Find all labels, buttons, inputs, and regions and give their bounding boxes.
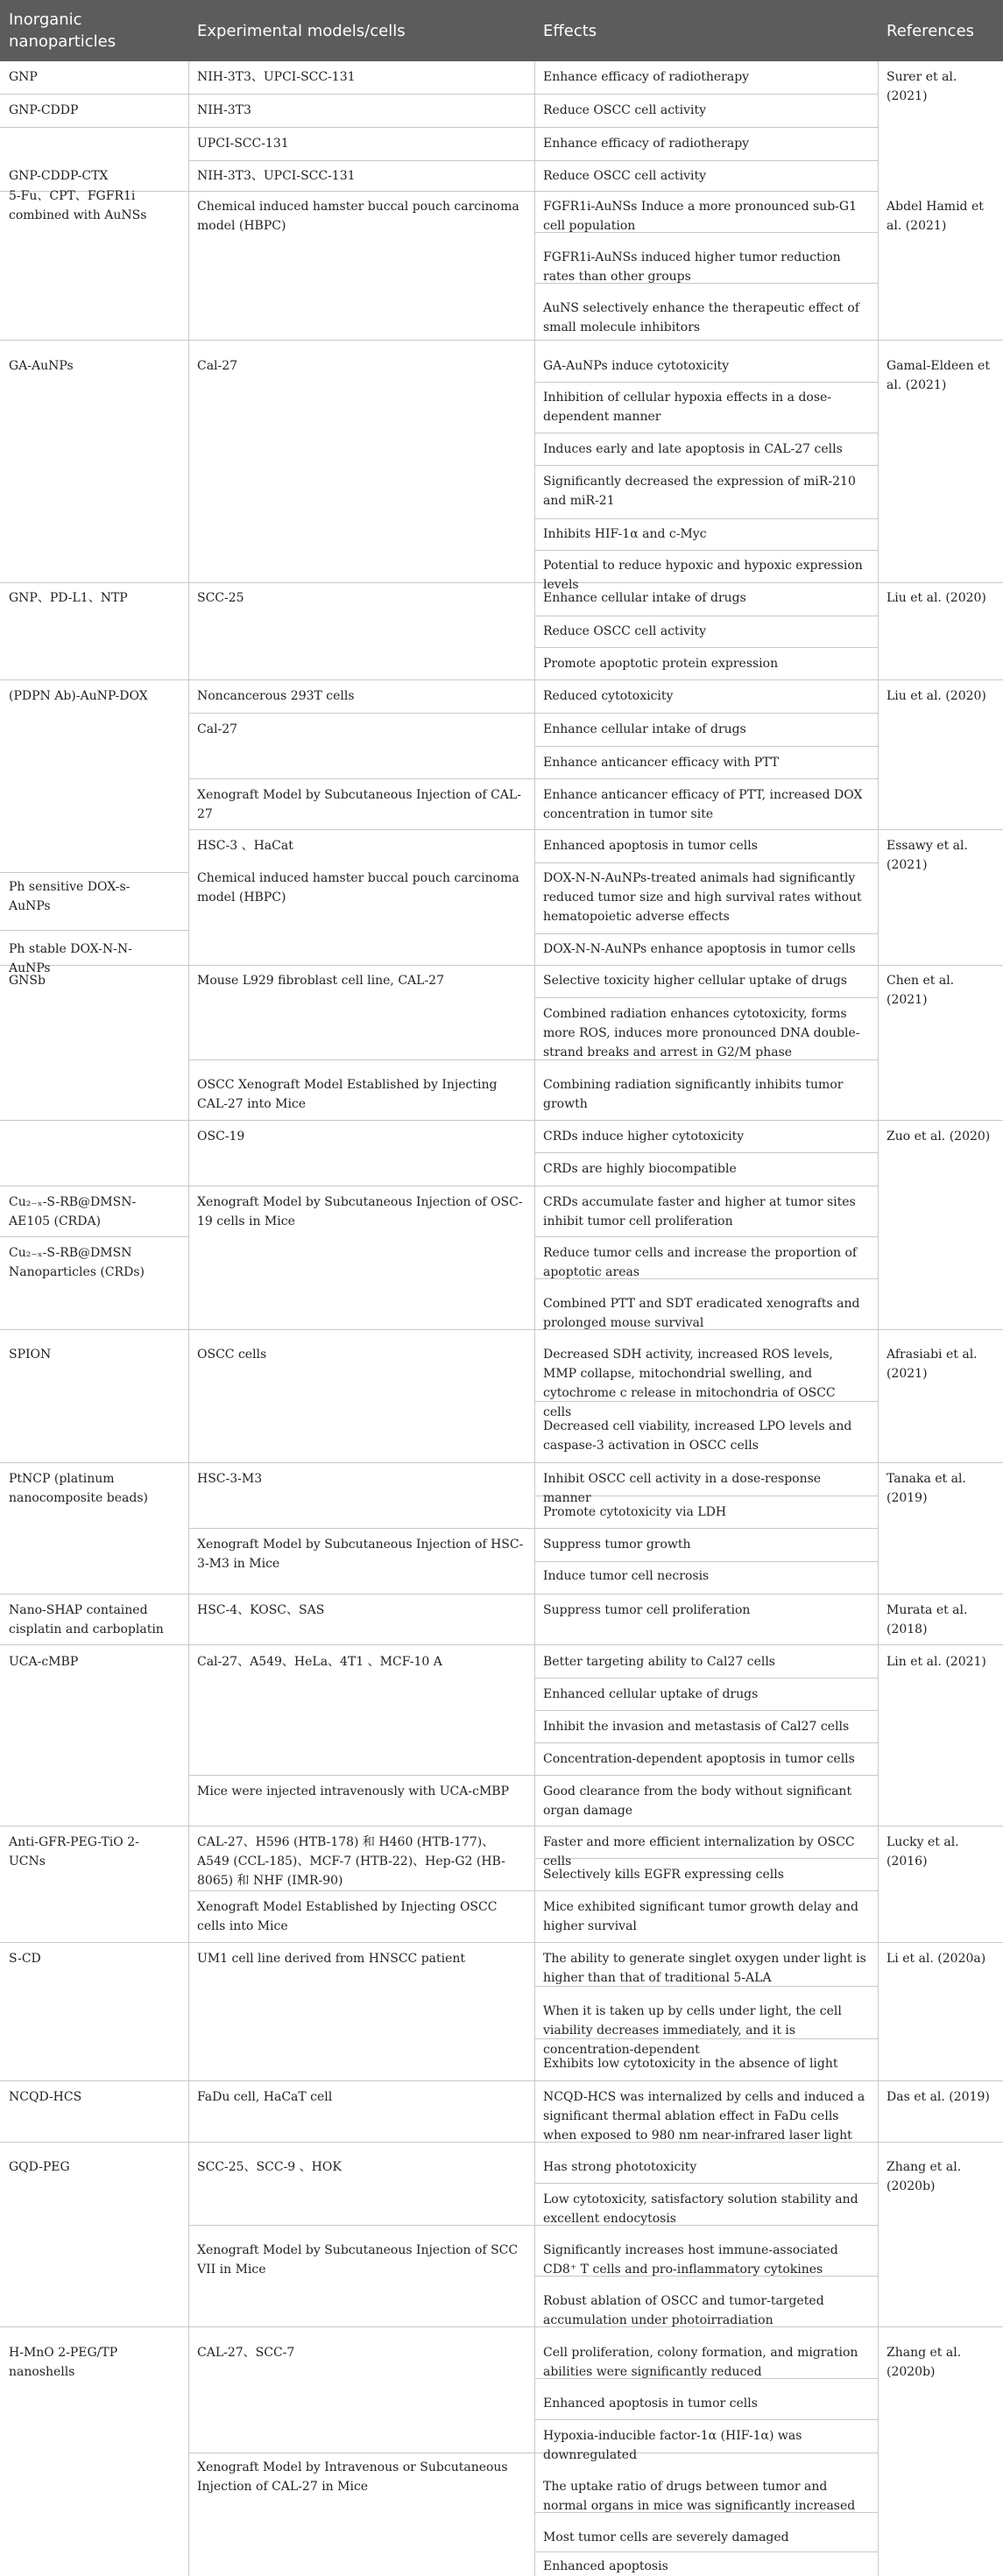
row-divider	[534, 1561, 878, 1562]
table-cell: HSC-3 、HaCat	[197, 839, 293, 853]
table-cell: Chemical induced hamster buccal pouch carcinoma model (HBPC)	[197, 200, 519, 233]
table-cell: Suppress tumor growth	[543, 1538, 691, 1552]
table-cell: Significantly increases host immune-associated CD8⁺ T cells and pro-inflammatory cytokines	[543, 2243, 838, 2277]
table-cell: Murata et al. (2018)	[886, 1603, 968, 1636]
table-cell: GNP	[9, 70, 38, 84]
table-cell: CRDs accumulate faster and higher at tumor sites inhibit tumor cell proliferation	[543, 1195, 856, 1228]
table-cell: Xenograft Model by Subcutaneous Injection of SCC VII in Mice	[197, 2243, 519, 2277]
table-cell: Enhance efficacy of radiotherapy	[543, 70, 750, 84]
table-cell: Better targeting ability to Cal27 cells	[543, 1655, 775, 1669]
table-cell: GQD-PEG	[9, 2160, 70, 2174]
table-cell: Enhance efficacy of radiotherapy	[543, 137, 750, 151]
row-divider	[534, 1236, 878, 1237]
table-cell: NCQD-HCS was internalized by cells and induced a significant thermal ablation effect in FaDu cells when exposed to 980 nm near-infrared laser light	[543, 2090, 865, 2143]
table-cell: Enhance cellular intake of drugs	[543, 591, 746, 605]
row-divider	[188, 1775, 878, 1776]
table-cell: Liu et al. (2020)	[886, 591, 986, 605]
row-divider	[534, 1152, 878, 1153]
table-cell: The ability to generate singlet oxygen under light is higher than that of traditional 5-ALA	[543, 1952, 866, 1985]
table-cell: Reduce OSCC cell activity	[543, 169, 707, 183]
table-header	[0, 0, 1003, 61]
table-cell: Mice exhibited significant tumor growth delay and higher survival	[543, 1900, 858, 1933]
table-cell: Significantly decreased the expression of miR-210 and miR-21	[543, 475, 856, 508]
table-cell: GA-AuNPs induce cytotoxicity	[543, 359, 730, 373]
row-divider	[0, 1236, 188, 1237]
table-cell: Inhibits HIF-1α and c-Myc	[543, 527, 707, 541]
column-divider	[534, 61, 535, 2576]
table-cell: SPION	[9, 1348, 52, 1362]
table-cell: Promote cytotoxicity via LDH	[543, 1505, 727, 1519]
table-cell: CAL-27、SCC-7	[197, 2346, 295, 2360]
table-cell: Gamal-Eldeen et al. (2021)	[886, 359, 990, 392]
row-divider	[188, 1528, 878, 1529]
table-cell: Essawy et al. (2021)	[886, 839, 968, 872]
table-cell: Reduce OSCC cell activity	[543, 103, 707, 117]
table-cell: Potential to reduce hypoxic and hypoxic expression levels	[543, 559, 863, 592]
table-cell: Zhang et al. (2020b)	[886, 2160, 962, 2193]
table-cell: NCQD-HCS	[9, 2090, 82, 2104]
table-cell: Selectively kills EGFR expressing cells	[543, 1868, 784, 1882]
table-cell: FGFR1i-AuNSs induced higher tumor reduction rates than other groups	[543, 250, 841, 284]
table-cell: Zuo et al. (2020)	[886, 1130, 991, 1144]
table-cell: Zhang et al. (2020b)	[886, 2346, 962, 2379]
table-cell: Hypoxia-inducible factor-1α (HIF-1α) was downregulated	[543, 2429, 802, 2462]
table-cell: NIH-3T3、UPCI-SCC-131	[197, 169, 356, 183]
table-cell: PtNCP (platinum nanocomposite beads)	[9, 1472, 148, 1505]
row-divider	[0, 582, 1003, 583]
table-cell: Cal-27	[197, 722, 238, 736]
table-cell: Mouse L929 fibroblast cell line, CAL-27	[197, 974, 444, 988]
table-cell: Inhibit the invasion and metastasis of Cal27 cells	[543, 1720, 850, 1734]
row-divider	[534, 1858, 878, 1859]
table-cell: Nano-SHAP contained cisplatin and carboplatin	[9, 1603, 164, 1636]
table-cell: CRDs are highly biocompatible	[543, 1162, 737, 1176]
row-divider	[534, 465, 878, 466]
table-cell: DOX-N-N-AuNPs enhance apoptosis in tumor cells	[543, 942, 856, 956]
table-cell: Exhibits low cytotoxicity in the absence of light	[543, 2057, 838, 2071]
table-cell: UPCI-SCC-131	[197, 137, 289, 151]
table-cell: GNP、PD-L1、NTP	[9, 591, 128, 605]
row-divider	[534, 997, 878, 998]
row-divider	[188, 1890, 878, 1891]
table-cell: Cu₂₋ₓ-S-RB@DMSN-AE105 (CRDA)	[9, 1195, 137, 1228]
table-cell: Combining radiation significantly inhibits tumor growth	[543, 1078, 844, 1111]
row-divider	[188, 713, 878, 714]
table-cell: Liu et al. (2020)	[886, 689, 986, 703]
row-divider	[534, 647, 878, 648]
row-divider	[534, 518, 878, 519]
table-cell: HSC-4、KOSC、SAS	[197, 1603, 325, 1617]
table-cell: When it is taken up by cells under light, the cell viability decreases immediately, and it is concentration-dependent	[543, 2004, 842, 2057]
table-cell: Surer et al. (2021)	[886, 70, 957, 103]
table-cell: OSCC cells	[197, 1348, 267, 1362]
column-divider	[878, 61, 879, 2576]
table-cell: Concentration-dependent apoptosis in tumor cells	[543, 1752, 855, 1766]
row-divider	[534, 933, 878, 934]
table-cell: Enhanced cellular uptake of drugs	[543, 1687, 759, 1701]
table-cell: UCA-cMBP	[9, 1655, 79, 1669]
table-cell: OSC-19	[197, 1130, 245, 1144]
table-cell: Li et al. (2020a)	[886, 1952, 986, 1966]
row-divider	[534, 382, 878, 383]
table-cell: Chemical induced hamster buccal pouch carcinoma model (HBPC)	[197, 871, 519, 904]
table-cell: Cell proliferation, colony formation, and migration abilities were significantly reduced	[543, 2346, 858, 2379]
header-inorganic-nanoparticles: Inorganic nanoparticles	[9, 11, 117, 51]
table-cell: Promote apoptotic protein expression	[543, 657, 779, 671]
row-divider	[188, 160, 878, 161]
table-cell: Induces early and late apoptosis in CAL-27 cells	[543, 442, 843, 456]
row-divider	[0, 2080, 1003, 2081]
table-cell: Xenograft Model by Subcutaneous Injection of HSC-3-M3 in Mice	[197, 1538, 524, 1571]
row-divider	[0, 127, 878, 128]
table-cell: Ph stable DOX-N-N-AuNPs	[9, 942, 132, 975]
table-cell: Faster and more efficient internalization by OSCC cells	[543, 1835, 855, 1869]
table-cell: AuNS selectively enhance the therapeutic effect of small molecule inhibitors	[543, 301, 859, 334]
row-divider	[0, 1644, 1003, 1645]
table-cell: Lin et al. (2021)	[886, 1655, 986, 1669]
table-cell: Enhanced apoptosis	[543, 2559, 668, 2573]
row-divider	[534, 1742, 878, 1743]
table-cell: DOX-N-N-AuNPs-treated animals had significantly reduced tumor size and high survival rates without hematopoietic adverse effects	[543, 871, 862, 924]
table-cell: SCC-25、SCC-9 、HOK	[197, 2160, 342, 2174]
row-divider	[0, 1462, 1003, 1463]
table-cell: Ph sensitive DOX-s-AuNPs	[9, 880, 131, 913]
table-cell: Decreased SDH activity, increased ROS levels, MMP collapse, mitochondrial swelling, and cytochrome c release in mitochondria of OSCC cells	[543, 1348, 836, 1419]
table-cell: Lucky et al. (2016)	[886, 1835, 959, 1869]
table-cell: Robust ablation of OSCC and tumor-targeted accumulation under photoirradiation	[543, 2294, 824, 2327]
table-cell: Reduced cytotoxicity	[543, 689, 674, 703]
table-cell: Enhance anticancer efficacy of PTT, increased DOX concentration in tumor site	[543, 788, 863, 821]
table-cell: Enhance cellular intake of drugs	[543, 722, 746, 736]
table-cell: Selective toxicity higher cellular uptake of drugs	[543, 974, 847, 988]
table-cell: Cal-27	[197, 359, 238, 373]
table-cell: NIH-3T3、UPCI-SCC-131	[197, 70, 356, 84]
table-cell: FaDu cell, HaCaT cell	[197, 2090, 333, 2104]
table-cell: CRDs induce higher cytotoxicity	[543, 1130, 745, 1144]
row-divider	[0, 965, 1003, 966]
table-cell: SCC-25	[197, 591, 244, 605]
table-cell: H-MnO 2-PEG/TP nanoshells	[9, 2346, 118, 2379]
table-cell: Das et al. (2019)	[886, 2090, 990, 2104]
row-divider	[534, 862, 878, 863]
table-cell: Xenograft Model by Intravenous or Subcutaneous Injection of CAL-27 in Mice	[197, 2460, 508, 2494]
table-cell: Induce tumor cell necrosis	[543, 1569, 710, 1583]
table-cell: Decreased cell viability, increased LPO levels and caspase-3 activation in OSCC cells	[543, 1419, 852, 1453]
row-divider	[0, 1120, 1003, 1121]
table-cell: Anti-GFR-PEG-TiO 2-UCNs	[9, 1835, 139, 1869]
table-cell: GNP-CDDP-CTX	[9, 169, 109, 183]
table-cell: Enhance anticancer efficacy with PTT	[543, 756, 780, 770]
table-cell: Xenograft Model Established by Injecting OSCC cells into Mice	[197, 1900, 498, 1933]
table-cell: Chen et al. (2021)	[886, 974, 955, 1007]
table-cell: S-CD	[9, 1952, 41, 1966]
row-divider	[188, 829, 1003, 830]
table-cell: Enhanced apoptosis in tumor cells	[543, 839, 758, 853]
table-cell: UM1 cell line derived from HNSCC patient	[197, 1952, 466, 1966]
table-cell: Abdel Hamid et al. (2021)	[886, 200, 984, 233]
table-cell: Combined radiation enhances cytotoxicity, forms more ROS, induces more pronounced DNA double-strand breaks and arrest in G2/M phase	[543, 1007, 860, 1059]
header-experimental-models: Experimental models/cells	[197, 21, 406, 40]
table-cell: OSCC Xenograft Model Established by Injecting CAL-27 into Mice	[197, 1078, 498, 1111]
header-references: References	[886, 21, 975, 40]
table-cell: Reduce OSCC cell activity	[543, 624, 707, 638]
table-cell: Most tumor cells are severely damaged	[543, 2530, 789, 2544]
table-cell: The uptake ratio of drugs between tumor and normal organs in mice was significantly increased	[543, 2480, 856, 2513]
table-cell: Low cytotoxicity, satisfactory solution stability and excellent endocytosis	[543, 2192, 858, 2226]
row-divider	[534, 746, 878, 747]
table-cell: CAL-27、H596 (HTB-178) 和 H460 (HTB-177)、A549 (CCL-185)、MCF-7 (HTB-22)、Hep-G2 (HB-8065) 和 NHF (IMR-90)	[197, 1835, 505, 1888]
table-cell: 5-Fu、CPT、FGFR1i combined with AuNSs	[9, 189, 147, 222]
row-divider	[534, 1678, 878, 1679]
row-divider	[0, 872, 188, 873]
table-cell: Enhanced apoptosis in tumor cells	[543, 2397, 758, 2411]
row-divider	[534, 2551, 878, 2552]
table-cell: Inhibition of cellular hypoxia effects in a dose-dependent manner	[543, 391, 832, 424]
table-cell: Xenograft Model by Subcutaneous Injection of OSC-19 cells in Mice	[197, 1195, 523, 1228]
table-cell: Suppress tumor cell proliferation	[543, 1603, 751, 1617]
row-divider	[0, 679, 1003, 680]
table-cell: (PDPN Ab)-AuNP-DOX	[9, 689, 148, 703]
column-divider	[188, 61, 189, 2576]
row-divider	[534, 2183, 878, 2184]
table-cell: Tanaka et al. (2019)	[886, 1472, 966, 1505]
table-cell: GA-AuNPs	[9, 359, 74, 373]
table-cell: FGFR1i-AuNSs Induce a more pronounced sub-G1 cell population	[543, 200, 857, 233]
row-divider	[0, 340, 1003, 341]
row-divider	[534, 1710, 878, 1711]
table-cell: NIH-3T3	[197, 103, 251, 117]
table-cell: Xenograft Model by Subcutaneous Injection of CAL-27	[197, 788, 521, 821]
table-cell: Mice were injected intravenously with UCA-cMBP	[197, 1784, 509, 1798]
table-cell: Has strong phototoxicity	[543, 2160, 697, 2174]
table-cell: GNP-CDDP	[9, 103, 79, 117]
table-cell: HSC-3-M3	[197, 1472, 263, 1486]
row-divider	[534, 550, 878, 551]
table-cell: Reduce tumor cells and increase the proportion of apoptotic areas	[543, 1246, 858, 1279]
row-divider	[0, 94, 878, 95]
row-divider	[188, 778, 878, 779]
table-cell: Cal-27、A549、HeLa、4T1 、MCF-10 A	[197, 1655, 442, 1669]
table-cell: Combined PTT and SDT eradicated xenografts and prolonged mouse survival	[543, 1297, 860, 1330]
table-cell: Good clearance from the body without significant organ damage	[543, 1784, 852, 1818]
row-divider	[0, 930, 188, 931]
table-cell: Inhibit OSCC cell activity in a dose-response manner	[543, 1472, 822, 1505]
row-divider	[534, 2419, 878, 2420]
table-cell: Afrasiabi et al. (2021)	[886, 1348, 978, 1381]
table-cell: Cu₂₋ₓ-S-RB@DMSN Nanoparticles (CRDs)	[9, 1246, 145, 1279]
header-effects: Effects	[543, 21, 597, 40]
row-divider	[0, 1942, 1003, 1943]
table-cell: GNSb	[9, 974, 46, 988]
table-cell: Noncancerous 293T cells	[197, 689, 355, 703]
